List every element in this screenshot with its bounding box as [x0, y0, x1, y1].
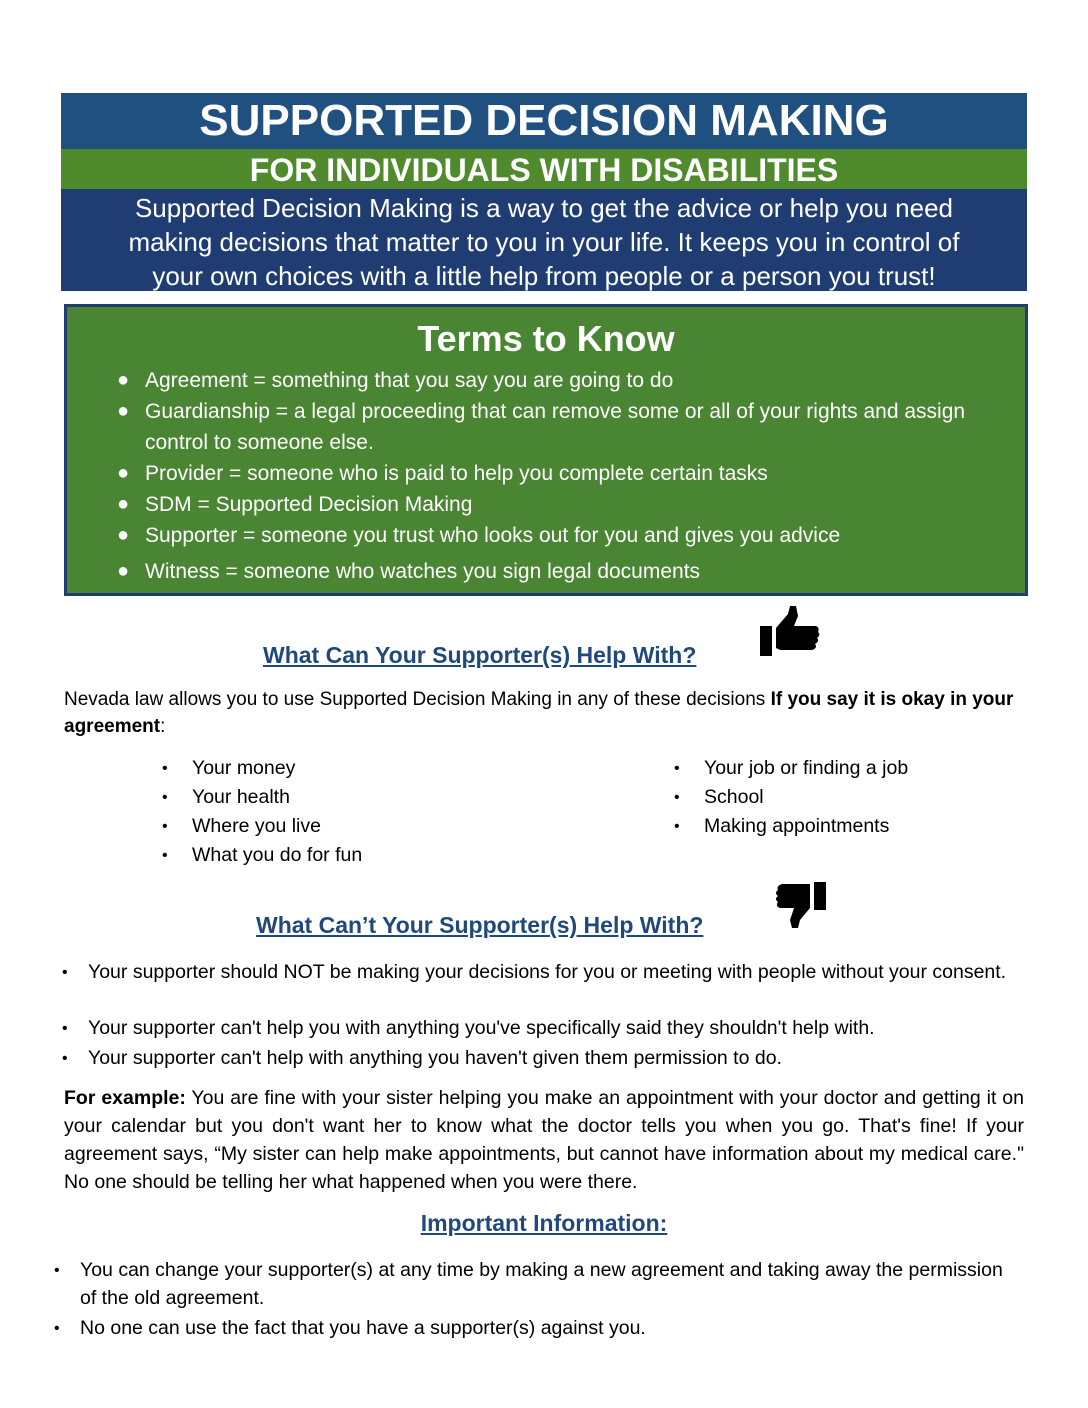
intro-line: Supported Decision Making is a way to get the advice or help you need	[134, 193, 954, 223]
list-item: • Your health	[162, 783, 290, 812]
list-item: • Your supporter can't help you with anything you've specifically said they shouldn't help with.	[62, 1014, 1022, 1043]
list-item: • You can change your supporter(s) at any time by making a new agreement and taking away the permission of the old agreement.	[54, 1256, 1014, 1312]
bullet-icon: •	[62, 1050, 68, 1067]
bullet-icon: ●	[117, 524, 130, 546]
terms-list	[67, 365, 1025, 587]
header-banner	[61, 93, 1027, 291]
thumbs-down-icon	[772, 880, 828, 930]
term-item: ● Witness = someone who watches you sign legal documents	[67, 556, 1025, 587]
bullet-icon: •	[54, 1320, 60, 1337]
intro-line: making decisions that matter to you in your life. It keeps you in control of	[128, 227, 960, 257]
terms-box	[64, 304, 1028, 596]
bullet-icon: •	[674, 818, 680, 835]
bullet-icon: ●	[117, 493, 130, 515]
bullet-icon: •	[162, 760, 168, 777]
term-item: ● SDM = Supported Decision Making	[67, 489, 1025, 520]
bullet-icon: •	[62, 1020, 68, 1037]
bullet-icon: •	[674, 760, 680, 777]
list-item: • Your money	[162, 754, 295, 783]
bullet-icon: ●	[117, 462, 130, 484]
bullet-icon: ●	[117, 369, 130, 391]
term-item: ● Agreement = something that you say you are going to do	[67, 365, 1025, 396]
list-item: • Your job or finding a job	[674, 754, 908, 783]
list-item: • School	[674, 783, 764, 812]
list-item: • Making appointments	[674, 812, 889, 841]
bullet-icon: ●	[117, 560, 130, 582]
bullet-icon: •	[62, 964, 68, 981]
term-item: ● Guardianship = a legal proceeding that can remove some or all of your rights and assign control to someone else.	[67, 396, 1025, 458]
bullet-icon: •	[674, 789, 680, 806]
important-heading: Important Information:	[420, 1210, 668, 1236]
thumbs-up-icon	[758, 604, 822, 658]
list-item: • What you do for fun	[162, 841, 362, 870]
help-with-heading: What Can Your Supporter(s) Help With?	[263, 642, 697, 668]
list-item: • Your supporter should NOT be making your decisions for you or meeting with people without your consent.	[62, 958, 1022, 986]
list-item: • Where you live	[162, 812, 321, 841]
list-item: • No one can use the fact that you have a supporter(s) against you.	[54, 1314, 1014, 1343]
bullet-icon: •	[162, 789, 168, 806]
intro-line: your own choices with a little help from people or a person you trust!	[152, 261, 936, 291]
list-item: • Your supporter can't help with anything you haven't given them permission to do.	[62, 1044, 1022, 1073]
bullet-icon: ●	[117, 400, 130, 422]
term-item: ● Supporter = someone you trust who looks out for you and gives you advice	[67, 520, 1025, 551]
cant-help-heading: What Can’t Your Supporter(s) Help With?	[256, 912, 704, 938]
terms-title: Terms to Know	[417, 318, 675, 359]
intro-text	[61, 189, 1027, 291]
term-item: ● Provider = someone who is paid to help you complete certain tasks	[67, 458, 1025, 489]
bullet-icon: •	[162, 847, 168, 864]
bullet-icon: •	[162, 818, 168, 835]
example-paragraph: For example: You are fine with your sister helping you make an appointment with your doctor and getting it on your calendar but you don't want her to know what the doctor tells you when you go. That's fine! If your agreement says, “My sister can help make appointments, but cannot have information about my medical care." No one should be telling her what happened when you were there.	[64, 1087, 1024, 1193]
bullet-icon: •	[54, 1262, 60, 1279]
help-with-intro: Nevada law allows you to use Supported Decision Making in any of these decisions If you say it is okay in your agreement:	[64, 689, 1014, 737]
page-subtitle: FOR INDIVIDUALS WITH DISABILITIES	[61, 149, 1027, 189]
page-title: SUPPORTED DECISION MAKING	[61, 93, 1027, 149]
